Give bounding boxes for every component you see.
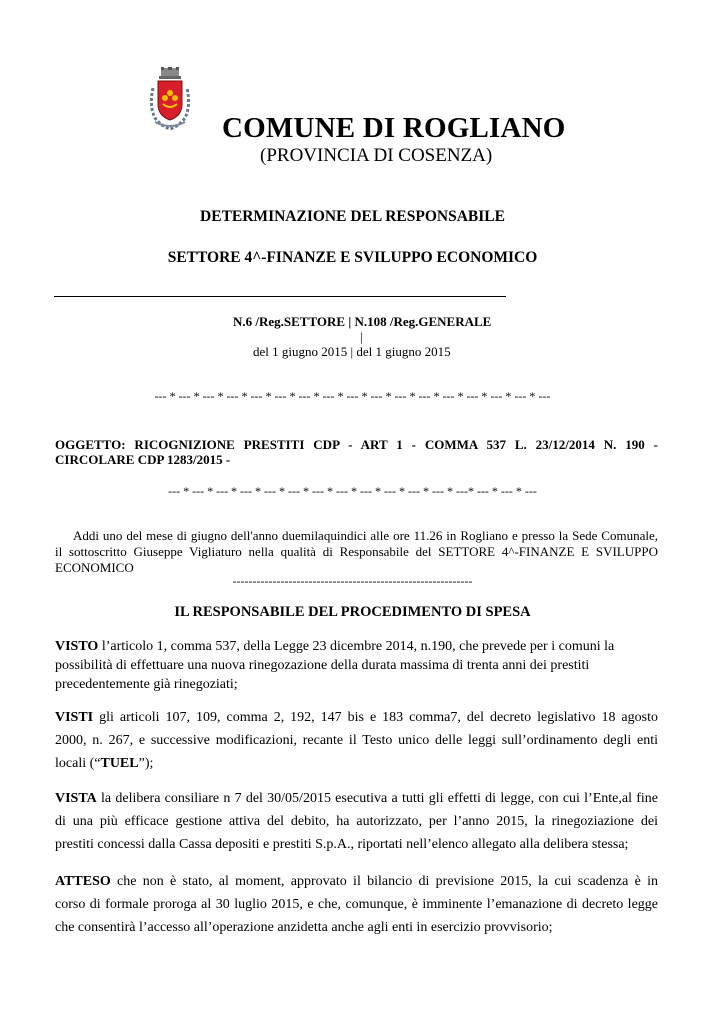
paragraph-line: VISTA la delibera consiliare n 7 del 30/05/2015 esecutiva a tutti gli effetti di legge, con cui l’Ente,al fine [55, 791, 658, 806]
municipality-title: COMUNE DI ROGLIANO [222, 112, 566, 144]
vista-paragraph [55, 787, 658, 856]
coat-of-arms-icon [147, 66, 193, 132]
subject-line-continued: CIRCOLARE CDP 1283/2015 - [55, 452, 231, 467]
atteso-paragraph [55, 870, 658, 939]
header-divider [54, 296, 506, 297]
stars-separator-2: --- * --- * --- * --- * --- * --- * --- * --- * --- * --- * --- * --- * ---* --- * --- * --- [168, 484, 537, 498]
subject-line: OGGETTO: RICOGNIZIONE PRESTITI CDP - ART 1 - COMMA 537 L. 23/12/2014 N. 190 - [55, 437, 658, 452]
registration-dates: del 1 giugno 2015 | del 1 giugno 2015 [253, 344, 451, 359]
paragraph-line: locali (“TUEL”); [55, 756, 154, 771]
paragraph-line: VISTO l’articolo 1, comma 537, della Legge 23 dicembre 2014, n.190, che prevede per i comuni la [55, 639, 615, 654]
paragraph-label: ATTESO [55, 874, 111, 889]
dashed-separator: ------------------------------------------------------------ [232, 574, 473, 588]
paragraph-line: precedentemente già rinegoziati; [55, 677, 238, 692]
paragraph-label: VISTO [55, 639, 99, 654]
paragraph-line: corso di formale proroga al 30 luglio 2015, e che, comunque, è imminente l’emanazione di decreto legge [55, 897, 658, 912]
visto-paragraph [55, 637, 658, 694]
intro-line: ECONOMICO [55, 560, 134, 575]
intro-paragraph [55, 528, 658, 576]
paragraph-line: che consentirà l’accesso all’operazione anzidetta anche agli enti in esercizio provvisorio; [55, 920, 553, 935]
paragraph-line: prestiti concessi dalla Cassa depositi e prestiti S.p.A., riportati nell’elenco allegato alla delibera stessa; [55, 837, 629, 852]
section-title: IL RESPONSABILE DEL PROCEDIMENTO DI SPESA [174, 604, 531, 620]
registration-numbers: N.6 /Reg.SETTORE | N.108 /Reg.GENERALE [233, 314, 492, 329]
paragraph-line: ATTESO che non è stato, al moment, approvato il bilancio di previsione 2015, la cui scadenza è in [55, 874, 658, 889]
intro-line: Addi uno del mese di giugno dell'anno duemilaquindici alle ore 11.26 in Rogliano e presso la Sede Comunale, [73, 528, 658, 543]
paragraph-label: VISTA [55, 791, 97, 806]
paragraph-line: possibilità di effettuare una nuova rinegozazione della durata massima di trenta anni dei prestiti [55, 658, 590, 673]
sector-heading: SETTORE 4^-FINANZE E SVILUPPO ECONOMICO [167, 249, 538, 266]
stars-separator: --- * --- * --- * --- * --- * --- * --- * --- * --- * --- * --- * --- * --- * --- * --- * --- * --- [154, 389, 551, 403]
paragraph-line: VISTI gli articoli 107, 109, comma 2, 192, 147 bis e 183 comma7, del decreto legislativo 18 agosto [55, 710, 658, 725]
paragraph-label: VISTI [55, 710, 94, 725]
paragraph-line: di una più efficace gestione attiva del debito, ha autorizzato, per l’anno 2015, la rinegoziazione dei [55, 814, 658, 829]
tuel-abbreviation: TUEL [100, 756, 139, 771]
province-subtitle: (PROVINCIA DI COSENZA) [260, 145, 493, 166]
visti-paragraph [55, 706, 658, 775]
registration-separator: | [360, 329, 363, 344]
intro-line: il sottoscritto Giuseppe Vigliaturo nella qualità di Responsabile del SETTORE 4^-FINANZE E SVILUPPO [55, 544, 658, 559]
document-type-heading: DETERMINAZIONE DEL RESPONSABILE [200, 208, 505, 225]
paragraph-line: 2000, n. 267, e successive modificazioni, recante il Testo unico delle leggi sull’ordinamento degli enti [55, 733, 658, 748]
